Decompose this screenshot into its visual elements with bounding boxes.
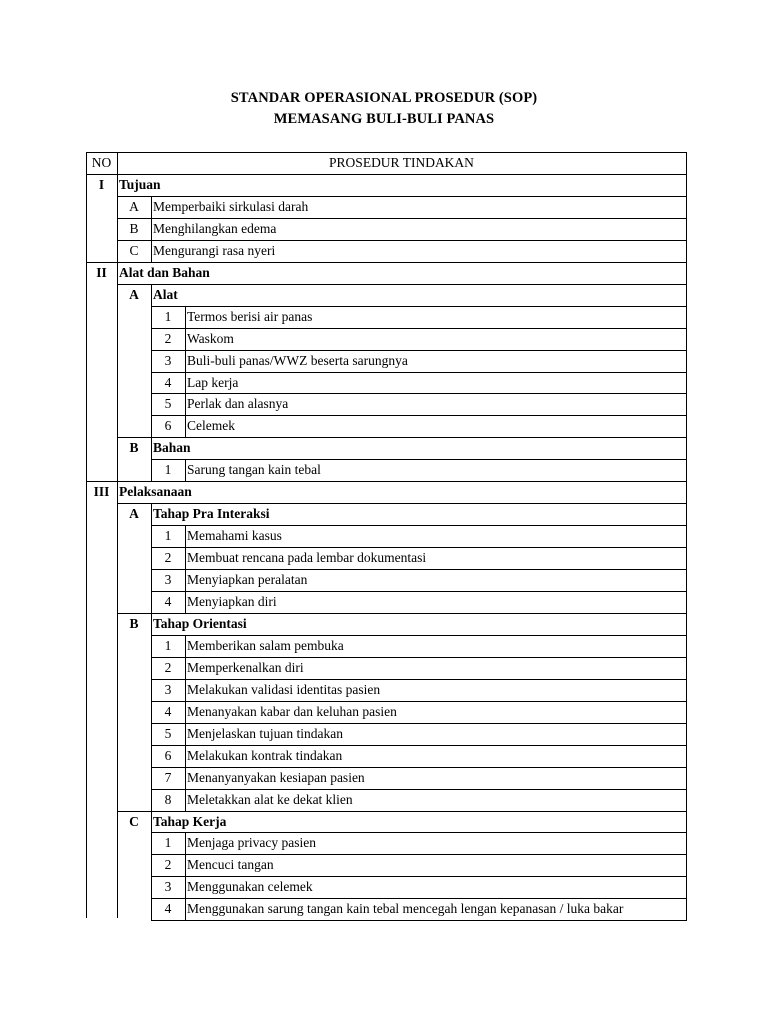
header-no: NO [91, 155, 112, 170]
subsection-letter: C [129, 814, 139, 829]
item-number: 3 [164, 353, 172, 368]
item-text: Membuat rencana pada lembar dokumentasi [187, 550, 427, 565]
item-text: Memberikan salam pembuka [187, 638, 344, 653]
item-number: 2 [164, 660, 172, 675]
no-column-divider [117, 152, 118, 918]
subsection-divider [151, 811, 152, 832]
item-number: 1 [164, 309, 172, 324]
item-number: 4 [164, 594, 172, 609]
item-text: Waskom [187, 331, 234, 346]
item-number: 1 [164, 835, 172, 850]
item-number: 2 [164, 550, 172, 565]
item-text: Menjaga privacy pasien [187, 835, 316, 850]
item-number-divider [185, 306, 186, 328]
item-text: Memperkenalkan diri [187, 660, 304, 675]
row-top-border [117, 437, 687, 438]
item-text: Memahami kasus [187, 528, 282, 543]
item-number: 2 [164, 857, 172, 872]
item-number-divider [185, 745, 186, 767]
item-number-divider [185, 393, 186, 415]
item-number-divider [185, 854, 186, 876]
item-text: Menjelaskan tujuan tindakan [187, 726, 343, 741]
item-number-divider [185, 876, 186, 898]
item-number: 1 [164, 462, 172, 477]
subsection-title: Bahan [153, 440, 191, 455]
item-number: 4 [164, 704, 172, 719]
item-text: Menanyanyakan kesiapan pasien [187, 770, 365, 785]
item-text: Menyiapkan diri [187, 594, 277, 609]
item-number-divider [185, 832, 186, 854]
item-text: Sarung tangan kain tebal [187, 462, 321, 477]
subsection-title: Tahap Kerja [153, 814, 227, 829]
item-number-divider [185, 350, 186, 372]
item-number-divider [185, 679, 186, 701]
item-text: Menyiapkan peralatan [187, 572, 308, 587]
subsection-title: Alat [153, 287, 178, 302]
subsection-title: Tahap Pra Interaksi [153, 506, 270, 521]
goal-item: Mengurangi rasa nyeri [153, 243, 276, 258]
item-text: Lap kerja [187, 375, 239, 390]
item-number: 1 [164, 528, 172, 543]
item-number-divider [185, 569, 186, 591]
item-number: 6 [164, 418, 172, 433]
section-title: Alat dan Bahan [119, 265, 210, 280]
subsection-divider [151, 240, 152, 262]
item-number-divider [185, 415, 186, 437]
item-text: Termos berisi air panas [187, 309, 313, 324]
item-number: 3 [164, 879, 172, 894]
subsection-letter: A [129, 199, 139, 214]
table-bottom-border [151, 920, 687, 921]
header-procedure: PROSEDUR TINDAKAN [329, 155, 474, 170]
subsection-letter: A [129, 506, 139, 521]
item-text: Meletakkan alat ke dekat klien [187, 792, 353, 807]
item-number: 7 [164, 770, 172, 785]
item-number-divider [185, 328, 186, 350]
item-number: 6 [164, 748, 172, 763]
item-number-divider [185, 723, 186, 745]
item-number-divider [185, 525, 186, 547]
item-number: 8 [164, 792, 172, 807]
section-title: Tujuan [119, 177, 161, 192]
item-number-divider [185, 635, 186, 657]
row-top-border [117, 284, 687, 285]
item-text: Melakukan kontrak tindakan [187, 748, 343, 763]
subsection-divider [151, 437, 152, 459]
item-number-divider [185, 591, 186, 613]
document-subtitle: MEMASANG BULI-BULI PANAS [273, 111, 495, 127]
item-number: 3 [164, 682, 172, 697]
item-number-divider [185, 789, 186, 811]
item-number: 1 [164, 638, 172, 653]
goal-item: Menghilangkan edema [153, 221, 277, 236]
item-text: Melakukan validasi identitas pasien [187, 682, 381, 697]
section-number: II [96, 265, 107, 280]
subsection-divider [151, 284, 152, 306]
item-number-divider [185, 701, 186, 723]
item-number-divider [185, 898, 186, 920]
subsection-letter: B [129, 440, 139, 455]
section-number: III [93, 484, 110, 499]
item-number-divider [185, 372, 186, 393]
subsection-letter: B [129, 221, 139, 236]
table-right-border [686, 152, 687, 921]
item-text: Celemek [187, 418, 235, 433]
item-number-divider [185, 459, 186, 481]
item-text: Menggunakan celemek [187, 879, 313, 894]
item-number: 4 [164, 901, 172, 916]
item-text: Perlak dan alasnya [187, 396, 289, 411]
subsection-letter: A [129, 287, 139, 302]
item-text: Mencuci tangan [187, 857, 274, 872]
subsection-divider [151, 613, 152, 635]
row-top-border [86, 174, 687, 175]
item-number: 4 [164, 375, 172, 390]
section-title: Pelaksanaan [119, 484, 192, 499]
subsection-divider [151, 218, 152, 240]
goal-item: Memperbaiki sirkulasi darah [153, 199, 309, 214]
item-number: 3 [164, 572, 172, 587]
document-title: STANDAR OPERASIONAL PROSEDUR (SOP) [230, 90, 538, 106]
subsection-title: Tahap Orientasi [153, 616, 247, 631]
item-number: 5 [164, 396, 172, 411]
item-text: Menggunakan sarung tangan kain tebal mencegah lengan kepanasan / luka bakar [187, 901, 624, 916]
item-text: Menanyakan kabar dan keluhan pasien [187, 704, 397, 719]
section-number: I [98, 177, 105, 192]
item-number-divider [185, 657, 186, 679]
item-number: 2 [164, 331, 172, 346]
item-number-divider [185, 547, 186, 569]
subsection-letter: C [129, 243, 139, 258]
item-number: 5 [164, 726, 172, 741]
item-number-divider [185, 767, 186, 789]
subsection-divider [151, 196, 152, 218]
subsection-letter: B [129, 616, 139, 631]
subsection-divider [151, 503, 152, 525]
item-text: Buli-buli panas/WWZ beserta sarungnya [187, 353, 408, 368]
